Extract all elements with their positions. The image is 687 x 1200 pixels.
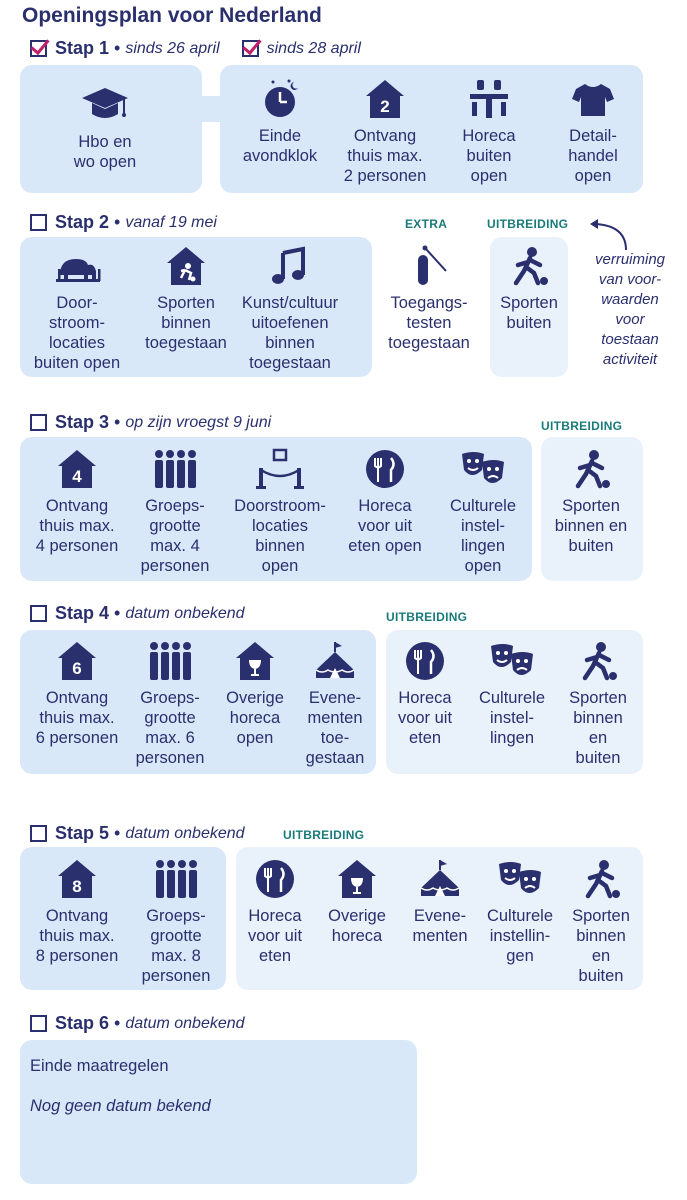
separator: • bbox=[114, 823, 121, 843]
football-player-icon bbox=[566, 448, 616, 490]
separator: • bbox=[114, 412, 121, 432]
zoo-icon bbox=[52, 245, 102, 287]
theater-masks-icon bbox=[458, 448, 508, 490]
separator: • bbox=[114, 38, 121, 58]
item-ontvang-2 bbox=[330, 78, 440, 186]
item-horeca-buiten bbox=[434, 78, 544, 186]
item-label: Sporten binnen en buiten bbox=[572, 907, 630, 985]
item-label: Ontvang thuis max. 6 personen bbox=[35, 689, 119, 747]
item-detailhandel bbox=[538, 78, 648, 186]
extra-tag: EXTRA bbox=[405, 217, 448, 231]
checkbox-checked-icon bbox=[242, 40, 259, 57]
expansion-note: verruiming van voor- waarden voor toestaan activiteit bbox=[594, 251, 666, 368]
curved-arrow-icon bbox=[588, 218, 630, 252]
cutlery-icon bbox=[360, 448, 410, 490]
item-sporten-binnen-en-buiten-5 bbox=[546, 858, 656, 986]
item-label: Doorstroom- locaties binnen open bbox=[234, 497, 326, 575]
item-label: Horeca voor uit eten bbox=[247, 907, 303, 965]
item-toegangstesten bbox=[374, 245, 484, 353]
item-doorstroom-buiten bbox=[22, 245, 132, 373]
test-tube-icon bbox=[404, 245, 454, 287]
house-icon bbox=[360, 78, 410, 120]
uitbreiding-tag: UITBREIDING bbox=[487, 217, 569, 231]
group-icon bbox=[150, 448, 200, 490]
item-doorstroom-binnen bbox=[225, 448, 335, 576]
step-date: sinds 26 april bbox=[125, 39, 220, 57]
uitbreiding-tag: UITBREIDING bbox=[283, 828, 365, 842]
item-label: Ontvang thuis max. 8 personen bbox=[35, 907, 119, 965]
step-label: Stap 4 bbox=[55, 603, 110, 623]
circus-tent-icon bbox=[415, 858, 465, 900]
music-note-icon bbox=[265, 245, 315, 287]
house-icon bbox=[52, 448, 102, 490]
item-label: Sporten buiten bbox=[500, 294, 558, 332]
item-culturele-instellingen-open bbox=[428, 448, 538, 576]
checkbox-icon bbox=[30, 1015, 47, 1032]
item-label: Hbo en wo open bbox=[73, 133, 137, 171]
checkbox-icon bbox=[30, 825, 47, 842]
checkbox-icon bbox=[30, 414, 47, 431]
item-label: Groeps- grootte max. 8 personen bbox=[141, 907, 211, 985]
item-einde-avondklok bbox=[225, 78, 335, 166]
checkbox-icon bbox=[30, 605, 47, 622]
step-6-heading bbox=[30, 1013, 245, 1034]
step-6-line-2: Nog geen datum bekend bbox=[30, 1097, 211, 1115]
item-label: Toegangs- testen toegestaan bbox=[388, 294, 470, 352]
item-label: Culturele instel- lingen open bbox=[449, 497, 517, 575]
checkbox-checked-icon bbox=[30, 40, 47, 57]
step-4-heading bbox=[30, 603, 245, 624]
item-label: Detail- handel open bbox=[568, 127, 618, 185]
shirt-icon bbox=[568, 78, 618, 120]
item-label: Sporten binnen en buiten bbox=[554, 497, 628, 555]
separator: • bbox=[114, 212, 121, 232]
step-date-2: sinds 28 april bbox=[266, 39, 361, 57]
cutlery-icon bbox=[250, 858, 300, 900]
football-player-icon bbox=[504, 245, 554, 287]
item-label: Groeps- grootte max. 4 personen bbox=[140, 497, 210, 575]
item-sporten-buiten bbox=[474, 245, 584, 333]
alarm-clock-icon bbox=[255, 78, 305, 120]
separator: • bbox=[114, 1013, 121, 1033]
step-label: Stap 1 bbox=[55, 38, 110, 58]
step-date: op zijn vroegst 9 juni bbox=[125, 413, 272, 431]
item-sporten-binnen-en-buiten bbox=[543, 640, 653, 768]
football-player-icon bbox=[576, 858, 626, 900]
item-ontvang-8 bbox=[22, 858, 132, 966]
svg-text:4: 4 bbox=[72, 467, 82, 486]
item-label: Culturele instellin- gen bbox=[486, 907, 554, 965]
step-label: Stap 3 bbox=[55, 412, 110, 432]
item-groepsgrootte-4 bbox=[120, 448, 230, 576]
football-player-icon bbox=[573, 640, 623, 682]
step-2-heading bbox=[30, 212, 217, 233]
separator: • bbox=[114, 603, 121, 623]
item-label: Sporten binnen toegestaan bbox=[145, 294, 227, 352]
theater-masks-icon bbox=[487, 640, 537, 682]
circus-tent-icon bbox=[310, 640, 360, 682]
group-icon bbox=[145, 640, 195, 682]
step-date: vanaf 19 mei bbox=[125, 213, 217, 231]
graduation-cap-icon bbox=[80, 84, 130, 126]
item-label: Horeca voor uit eten open bbox=[348, 497, 422, 555]
page-title: Openingsplan voor Nederland bbox=[22, 4, 322, 27]
item-label: Overige horeca bbox=[328, 907, 386, 945]
item-groepsgrootte-8 bbox=[121, 858, 231, 986]
step-label: Stap 5 bbox=[55, 823, 110, 843]
house-sport-icon bbox=[161, 245, 211, 287]
house-glass-icon bbox=[230, 640, 280, 682]
step-date: datum onbekend bbox=[125, 604, 245, 622]
svg-text:6: 6 bbox=[72, 659, 82, 678]
item-hbo-wo-open bbox=[50, 84, 160, 172]
uitbreiding-tag: UITBREIDING bbox=[386, 610, 468, 624]
step-date: datum onbekend bbox=[125, 1014, 245, 1032]
step-3-heading bbox=[30, 412, 271, 433]
house-icon bbox=[52, 640, 102, 682]
item-ontvang-4 bbox=[22, 448, 132, 556]
item-kunst-cultuur bbox=[235, 245, 345, 373]
svg-text:2: 2 bbox=[380, 97, 390, 116]
step-label: Stap 2 bbox=[55, 212, 110, 232]
item-label: Kunst/cultuur uitoefenen binnen toegestaan bbox=[241, 294, 339, 372]
item-label: Horeca voor uit eten bbox=[397, 689, 453, 747]
checkbox-icon bbox=[30, 214, 47, 231]
item-label: Overige horeca open bbox=[226, 689, 284, 747]
step-date: datum onbekend bbox=[125, 824, 245, 842]
item-sporten-binnen-buiten bbox=[536, 448, 646, 556]
item-label: Evene- menten bbox=[412, 907, 468, 945]
item-label: Ontvang thuis max. 4 personen bbox=[35, 497, 119, 555]
item-label: Groeps- grootte max. 6 personen bbox=[135, 689, 205, 767]
uitbreiding-tag: UITBREIDING bbox=[541, 419, 623, 433]
item-label: Sporten binnen en buiten bbox=[569, 689, 627, 767]
item-label: Horeca buiten open bbox=[462, 127, 516, 185]
terrace-icon bbox=[464, 78, 514, 120]
item-label: Ontvang thuis max. 2 personen bbox=[343, 127, 427, 185]
item-sporten-binnen bbox=[131, 245, 241, 353]
cutlery-icon bbox=[400, 640, 450, 682]
step-1-heading bbox=[30, 38, 361, 59]
museum-rope-icon bbox=[255, 448, 305, 490]
house-icon bbox=[52, 858, 102, 900]
item-label: Culturele instel- lingen bbox=[478, 689, 546, 747]
step-label: Stap 6 bbox=[55, 1013, 110, 1033]
item-label: Evene- menten toe- gestaan bbox=[305, 689, 365, 767]
step-6-line-1: Einde maatregelen bbox=[30, 1057, 169, 1075]
house-glass-icon bbox=[332, 858, 382, 900]
svg-text:8: 8 bbox=[72, 877, 82, 896]
theater-masks-icon bbox=[495, 858, 545, 900]
item-horeca-uit-eten-open bbox=[330, 448, 440, 556]
item-label: Door- stroom- locaties buiten open bbox=[33, 294, 121, 372]
item-label: Einde avondklok bbox=[242, 127, 318, 165]
group-icon bbox=[151, 858, 201, 900]
step-5-heading bbox=[30, 823, 245, 844]
